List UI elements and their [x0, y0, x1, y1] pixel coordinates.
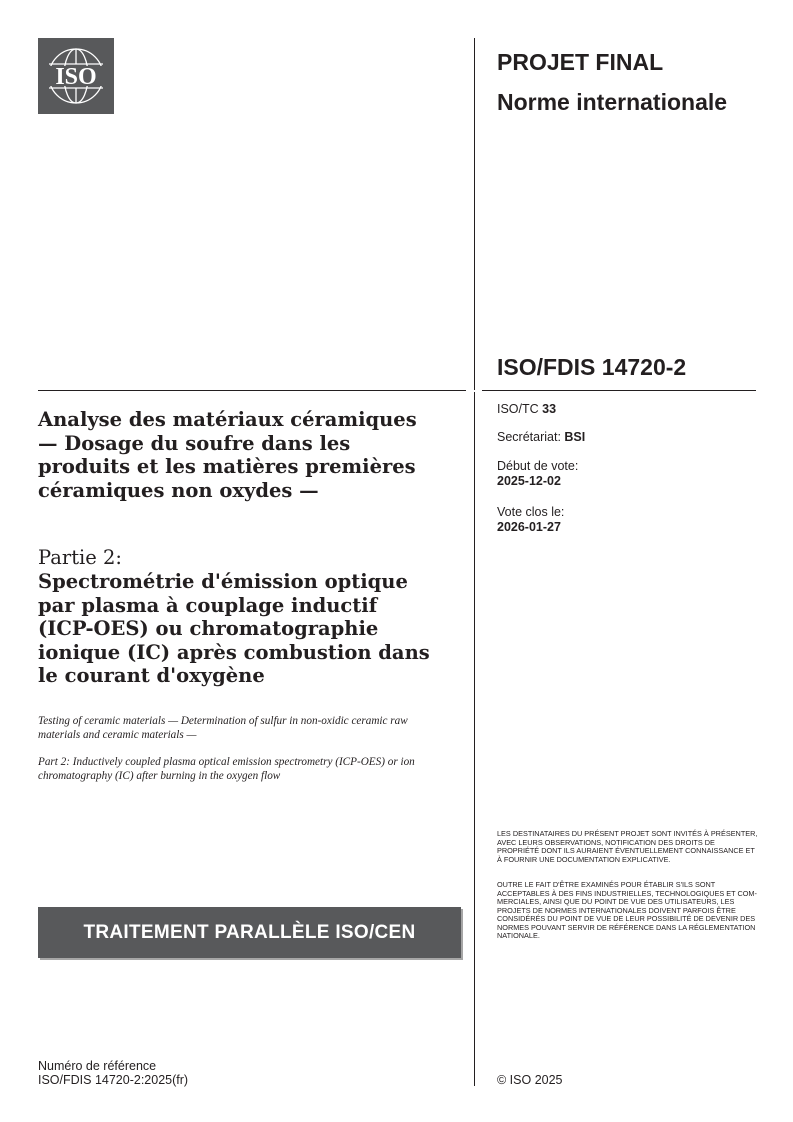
iso-logo: [38, 38, 114, 114]
reference-number: ISO/FDIS 14720-2:2025(fr): [38, 1073, 189, 1087]
part-title: Spectrométrie d'émission optique par plasma à couplage inductif (ICP-OES) ou chromatographie ionique (IC) après combustion dans le courant d'oxygène: [38, 570, 430, 687]
secretariat-value: BSI: [564, 430, 586, 444]
tc-label: ISO/TC: [497, 402, 539, 416]
secretariat-label: Secrétariat:: [497, 430, 561, 444]
horizontal-rule-right: [482, 390, 756, 391]
vote-start-value: [497, 474, 561, 489]
vote-start-date: 2025-12-02: [497, 474, 561, 488]
technical-committee: [497, 402, 556, 417]
document-stage: PROJET FINAL: [497, 49, 664, 75]
horizontal-rule-left: [38, 390, 466, 391]
notice-paragraph-2: OUTRE LE FAIT D'ÊTRE EXAMINÉS POUR ÉTABLIR S'ILS SONT ACCEPTABLES À DES FINS INDUSTRIELLES, TECHNOLOGIQUES ET COM-MERCIALES, AINSI QUE DU POINT DE VUE DES UTILISATEURS, LES PROJETS DE NORMES INTERNATIONALES DOIVENT PARFOIS ÊTRE CONSIDÉRÉS DU POINT DE VUE DE LEUR POSSIBILITÉ DE DEVENIR DES NORMES POUVANT SERVIR DE RÉFÉRENCE DANS LA RÉGLEMENTATION NATIONALE.: [497, 880, 757, 940]
vote-end-date: 2026-01-27: [497, 520, 561, 534]
banner-text: TRAITEMENT PARALLÈLE ISO/CEN: [83, 922, 416, 943]
copyright: © ISO 2025: [497, 1073, 563, 1087]
part-label: Partie 2:: [38, 546, 122, 569]
vote-end-value: [497, 520, 561, 535]
vote-end-label: Vote clos le:: [497, 505, 565, 519]
document-type: Norme internationale: [497, 89, 728, 115]
parallel-processing-banner: [38, 907, 461, 958]
english-main-title: Testing of ceramic materials — Determination of sulfur in non-oxidic ceramic raw materials and ceramic materials —: [38, 715, 408, 741]
vote-start-label: Début de vote:: [497, 459, 579, 473]
vertical-rule-bottom: [474, 392, 475, 1086]
tc-value: 33: [542, 402, 557, 416]
main-title: Analyse des matériaux céramiques — Dosage du soufre dans les produits et les matières premières céramiques non oxydes —: [38, 408, 417, 502]
notice-paragraph-1: LES DESTINATAIRES DU PRÉSENT PROJET SONT INVITÉS À PRÉSENTER, AVEC LEURS OBSERVATIONS, NOTIFICATION DES DROITS DE PROPRIÉTÉ DONT ILS AURAIENT ÉVENTUELLEMENT CONNAISSANCE ET À FOURNIR UNE DOCUMENTATION EXPLICATIVE.: [497, 829, 758, 864]
secretariat: [497, 430, 585, 445]
logo-text: ISO: [55, 64, 97, 90]
standard-number: ISO/FDIS 14720-2: [497, 354, 687, 380]
vertical-rule-top: [474, 38, 475, 390]
globe-icon: [38, 38, 114, 114]
english-part-title: Part 2: Inductively coupled plasma optical emission spectrometry (ICP-OES) or ion chromatography (IC) after burning in the oxygen flow: [38, 756, 415, 782]
reference-label: Numéro de référence: [38, 1059, 157, 1073]
